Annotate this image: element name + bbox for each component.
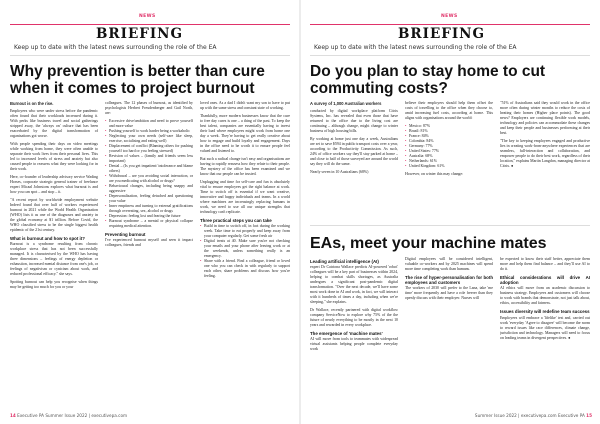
list-item: • Pushing yourself to work harder being a workaholic bbox=[105, 129, 193, 134]
top-rule bbox=[10, 24, 290, 25]
section-subhead: Keep up to date with the latest news surrounding the role of the EA bbox=[314, 44, 517, 51]
bullet-list bbox=[105, 119, 193, 229]
publication-name: Executive PA bbox=[557, 413, 585, 418]
paragraph: Unplugging and time for self-care and fun is absolutely vital to ensure employees get the right balance at work. Time to switch off is essential if we want creative, innovative and happy individuals and teams. In a world where machines are increasingly replacing humans in work, we need to use all our unique strengths that technology can't replicate. bbox=[200, 180, 290, 214]
list-item: • France: 84% bbox=[405, 134, 493, 139]
paragraph: colleagues. The 12 phases of burnout, as identified by psychologists Herbert Freudenberger and Gail North, are: bbox=[105, 101, 193, 115]
subheading: The emergence of 'machine mates' bbox=[310, 331, 383, 337]
paragraph: AI will move from tools to teammates with widespread virtual assistants helping people complete everyday work bbox=[310, 337, 398, 352]
article-divider bbox=[310, 225, 590, 226]
paragraph: By working at home just one day a week, Australians are set to save $594 in public transport costs over a year, according to the Productivity Commission. As such, 24% of office workers say they'll stay parked at home – and close to half of those surveyed are around the world say they will do the same. bbox=[310, 137, 398, 166]
news-tag: NEWS bbox=[441, 14, 458, 19]
headline: Why prevention is better than cure when it comes to project burnout bbox=[10, 63, 265, 97]
headline-machine-mates: EAs, meet your machine mates bbox=[310, 235, 547, 252]
paragraph: Here, co-founder of leadership advisory service Wading Horses, corporate strategic general trainer of freelance expert Micaal Johnstons explores what burnout is and how you can spot – and stop – it. bbox=[10, 175, 98, 194]
paragraph: With people spending their days on video meetings while working from home, they were often unable to separate their work lives from their personal lives. This led to increased levels of stress and anxiety but also caused people to reassess what they were looking for in their work. bbox=[10, 142, 98, 171]
paragraph: Spotting burnout can help you recognise when things may be getting too much for you or your bbox=[10, 280, 98, 290]
paragraph: Thankfully, more modern businesses know that the cure to free day cures is one – a thing of the past. To keep the best talent, companies are essentially having to invest their load where employees might work from home one day a week. They're having to get really creative about how to engage and build loyalty and engagement. Days in the office need to be worth it to ensure people feel valued and listened to. bbox=[200, 114, 290, 153]
list-item: • United Kingdom: 61% bbox=[405, 164, 493, 169]
subheading: Issues diversity will redefine team success bbox=[500, 309, 590, 315]
list-item: • Inner emptiness and turning to external gratifications through overeating, sex, alcohol or drugs bbox=[105, 204, 193, 214]
list-item: • Australia: 68% bbox=[405, 154, 493, 159]
bullet-list bbox=[200, 224, 290, 279]
article-column-2 bbox=[105, 101, 193, 405]
paragraph: "51% of Australians said they would work in the office more often during winter months to reduce the costs of heating their homes (Higher place points). The good news? Employers are continuing flexible work models, technology and policies can accommodate these changes and keep their people and businesses performing at their best. bbox=[500, 101, 590, 135]
paragraph: However, on winter this may change: bbox=[405, 172, 464, 176]
article-column-1 bbox=[10, 101, 98, 405]
list-item: • Share with a friend. Find a colleague, friend or loved one who you can check in with regularly to support each other, share problems and discuss how you're feeling. bbox=[200, 259, 290, 279]
list-item: • Germany: 77% bbox=[405, 144, 493, 149]
subheading: The rise of hyper-personalisation for both employees and customers bbox=[405, 275, 493, 286]
paragraph: AI ethics will move from an academic discussion to business strategy. Employees and customers will choose to work with brands that demonstrate, not just talk about, ethics, accessibility and fairness. bbox=[500, 286, 590, 306]
list-item: • Withdrawal – are you avoiding social interaction, or are you medicating with alcohol or drugs? bbox=[105, 174, 193, 184]
news-tag: NEWS bbox=[139, 14, 156, 19]
list-item: • Brazil: 81% bbox=[405, 129, 493, 134]
publication-name: Executive PA bbox=[17, 413, 45, 418]
page-number: 15 bbox=[586, 413, 592, 418]
paragraph: Burnout is a syndrome resulting from chronic workplace stress that has not been successfully managed. It is characterised by the WHO has having three dimensions – feelings of energy depletion or exhaustion, increased mental distance from one's job, or feelings of negativism or cynicism about work, and reduced professional efficacy." she says. bbox=[10, 242, 98, 277]
page-number: 14 bbox=[10, 413, 16, 418]
list-item: • Build in time to switch off, in fact during the working week. Take time to eat properly and keep away from your computer regularly. Get some fresh air bbox=[200, 224, 290, 239]
paragraph: The workers of 2030 will prefer to the Lana, take 'me time' more frequently and have a role freerer than they openly discuss with their employer. Nurses will bbox=[405, 286, 493, 301]
list-item: • Digital treats at 40. Make sure you're not checking your emails and your phone after leaving work or at the weekends, unless something really is an emergency. bbox=[200, 239, 290, 259]
left-page bbox=[0, 0, 298, 424]
paragraph: I've experienced burnout myself and seen it impact colleagues, friends and bbox=[105, 238, 193, 248]
paragraph: Dr Wallace, recently partnered with digital workflow company ServiceNow to explore why 75% of the the future of nearly everything to be mostly in the next 10 years and rewarded in every workplace. bbox=[310, 308, 398, 328]
list-item: • Denial – (Is you get impatient/ intolerance and blame others) bbox=[105, 164, 193, 174]
paragraph: "The key to keeping employees engaged and productive lies in creating work-from-anywhere experiences that are seamless, full-interaction and collaboration, and empower people to do their best work, regardless of their location," explains Martin Langdon, managing director at Citrix. ● bbox=[500, 139, 590, 168]
list-item: • Netherlands: 61% bbox=[405, 159, 493, 164]
commuting-column-2 bbox=[405, 101, 493, 219]
section-subhead: Keep up to date with the latest news surrounding the role of the EA bbox=[14, 44, 217, 51]
page-footer bbox=[10, 413, 127, 418]
paragraph: Employees will embrace a 'lifelike' test and, carried out work 'everyday 'Agree to disagree' will become the norm to reward issues like race differences, climate change, jurisdiction and technology. Managers will need to focus on leading teams in divergent perspectives. ● bbox=[500, 315, 590, 340]
subhead-rule bbox=[310, 55, 590, 56]
subheading: Ethical considerations will drive AI adoption bbox=[500, 275, 590, 286]
subheading: Three practical steps you can take bbox=[200, 218, 272, 223]
paragraph: Employees who were under stress before the pandemic often found that their workloads increased during it. With perks like business travel and social gatherings stripped away, the 'always on' culture that has been exacerbated by the digital transformation of organisations got worse. bbox=[10, 109, 98, 138]
issue-info: Summer Issue 2022 | executivepa.com bbox=[45, 413, 128, 418]
list-item: • Burnout syndrome – a mental or physical collapse requiring medical attention. bbox=[105, 219, 193, 229]
subheading: Leading artificial intelligence (AI) bbox=[310, 259, 379, 264]
subhead-rule bbox=[10, 55, 290, 56]
machine-column-2 bbox=[405, 257, 493, 409]
page-footer bbox=[475, 413, 592, 418]
list-item: • Behavioural changes, including being snappy and aggressive bbox=[105, 184, 193, 194]
paragraph: believe their employers should help them offset the costs of travelling to the office when they choose to, amid increasing fuel costs, according at home. This aligns with organisations around the world: bbox=[405, 101, 493, 120]
section-title: BRIEFING bbox=[96, 26, 184, 42]
paragraph: But such a radical change isn't easy and organisations are having to rapidly reassess how they relate to their people. The mystery of the office has been examined and we know that our people can be trusted. bbox=[200, 157, 290, 176]
lead-text: A survey of 1,000 Australian workers bbox=[310, 101, 382, 106]
list-item: • Neglecting your own needs (self-care like sleep, exercise, socialising and eating well) bbox=[105, 134, 193, 144]
bullet-list bbox=[405, 124, 493, 169]
list-item: • Revision of values – (family and friends seem less important) bbox=[105, 154, 193, 164]
commuting-column-3 bbox=[500, 101, 590, 219]
paragraph: expert Dr Catriona Wallace predicts AI-powered 'robot' colleagues will be a key part of businesses within 2024, helping to combat skills shortages, as Australia undergoes a significant post-pandemic digital transformation. "Over the next decade, we'll have some most work done in AI and work, in fact, we will interact with it hundreds of times a day, including when we're sleeping," she explains. bbox=[310, 265, 398, 305]
subheading: What is burnout and how to spot it? bbox=[10, 236, 85, 241]
subheading: Preventing burnout bbox=[105, 232, 146, 237]
list-item: • United States: 77% bbox=[405, 149, 493, 154]
section-title: BRIEFING bbox=[398, 26, 486, 42]
list-item: • Depression: feeling lost and fearing the future bbox=[105, 214, 193, 219]
right-page bbox=[302, 0, 600, 424]
spine-gutter bbox=[299, 0, 301, 424]
paragraph: be expected to know their staff better, appreciate them more and help them find balance – and they'll use AI to do it. bbox=[500, 257, 590, 271]
paragraph: "A recent report by worldwide employment website Indeed found that over half of workers experienced burnout in 2021 while the World Health Organisation (WHO) lists it as one of the diagnoses and anxiety in the global economy at $1 trillion. Before Covid, the WHO classified stress to be the single biggest health epidemic of the 21st century. bbox=[10, 198, 98, 232]
top-rule bbox=[310, 24, 590, 25]
paragraph: conducted by digital workplace platform Citrix Systems, Inc. has revealed that even those that have returned to the office due to the living cost are continuing – although change, might change to winter business of high housing bills. bbox=[310, 109, 398, 133]
machine-column-3 bbox=[500, 257, 590, 409]
list-item: • Excessive drive/ambition and need to prove yourself and more value bbox=[105, 119, 193, 129]
issue-info: Summer Issue 2022 | executivepa.com bbox=[474, 413, 557, 418]
commuting-column-1 bbox=[310, 101, 398, 219]
machine-column-1 bbox=[310, 257, 398, 409]
paragraph: loved ones. As a dad I didn't want my son to have to put up with the same stress and constant state of working. bbox=[200, 101, 290, 110]
article-column-3 bbox=[200, 101, 290, 405]
list-item: • Colombia: 84% bbox=[405, 139, 493, 144]
lead-text: Burnout is on the rise. bbox=[10, 101, 54, 106]
list-item: • Depersonalisation, feeling detached and questioning your value bbox=[105, 194, 193, 204]
paragraph: Nearly seven in 10 Australians (68%) bbox=[310, 170, 369, 174]
paragraph: Digital employees will be considered intelligent, valuable co-workers and by 2025 machines will spend more time completing work than humans. bbox=[405, 257, 493, 271]
headline-commuting: Do you plan to stay home to cut commuting costs? bbox=[310, 63, 546, 97]
list-item: • Mexico: 87% bbox=[405, 124, 493, 129]
list-item: • Displacement of conflict (Blaming others for pushing yourself too hard or you feeling stressed) bbox=[105, 144, 193, 154]
